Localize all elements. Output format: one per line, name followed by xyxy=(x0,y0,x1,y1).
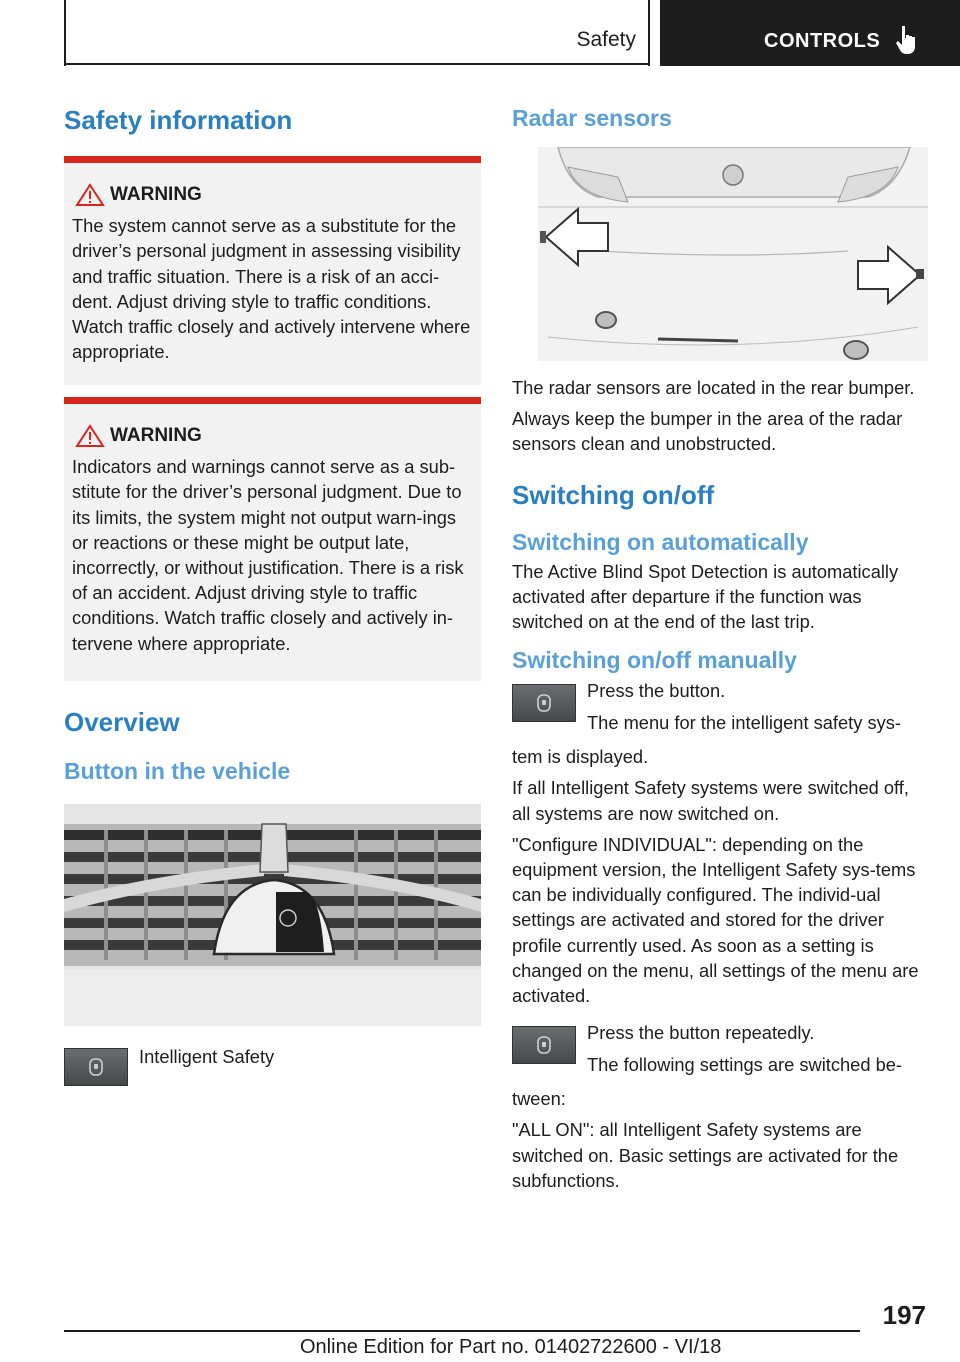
radar-sensors-photo xyxy=(538,147,928,361)
intelligent-safety-button-icon xyxy=(512,1026,576,1064)
settings-switched-text: The following settings are switched be‐ xyxy=(587,1054,903,1076)
rear-bumper-illustration xyxy=(538,147,928,361)
menu-displayed-text-cont: tem is displayed. xyxy=(512,746,649,768)
header-rule-divider xyxy=(648,0,650,66)
safety-information-heading: Safety information xyxy=(64,105,293,135)
button-in-vehicle-heading: Button in the vehicle xyxy=(64,758,291,785)
settings-switched-text-cont: tween: xyxy=(512,1088,566,1110)
header-chapter-tab xyxy=(660,0,960,66)
intelligent-safety-button-icon xyxy=(512,684,576,722)
all-on-text: "ALL ON": all Intelligent Safety systems are switched on. Basic settings are activated for the subfunctions. xyxy=(512,1119,899,1191)
radar-clean-text: Always keep the bumper in the area of the radar sensors clean and unobstructed. xyxy=(512,407,903,454)
press-button-row xyxy=(512,680,928,748)
all-switched-off-text: If all Intelligent Safety systems were switched off, all systems are now switched on. xyxy=(512,777,909,824)
warning-box-2 xyxy=(64,397,481,681)
left-column xyxy=(64,96,481,1088)
switching-on-off-manually-heading: Switching on/off manually xyxy=(512,646,797,673)
chapter-label: CONTROLS xyxy=(764,30,881,52)
overview-heading: Overview xyxy=(64,707,180,738)
radar-sensors-heading: Radar sensors xyxy=(512,105,672,131)
switching-on-automatically-heading: Switching on automatically xyxy=(512,529,809,556)
warning-box-1 xyxy=(64,156,481,385)
vehicle-button-photo xyxy=(64,804,481,1026)
header-rule-left xyxy=(64,0,66,66)
footer-edition xyxy=(300,1336,721,1359)
pointing-hand-icon xyxy=(896,24,918,59)
header-rule-bottom xyxy=(64,63,650,65)
button-caption: Intelligent Safety xyxy=(139,1045,275,1067)
warning-triangle-icon xyxy=(74,424,106,448)
warning-header xyxy=(72,422,474,450)
warning-text: Indicators and warnings cannot serve as a sub‐stitute for the driver’s personal judgment. Due to its limits, the system might not output warn‐ings or reactions or these might be output late, incorrectly, or without justification. There is a risk of an accident. Adjust driving style to traffic conditions. Watch traffic closely and actively in‐tervene where appropriate. xyxy=(72,456,464,654)
edition-text: Online Edition for Part no. 01402722600 - VI/18 xyxy=(300,1336,722,1358)
intelligent-safety-button-row xyxy=(64,1045,481,1088)
footer-rule xyxy=(64,1330,860,1332)
press-button-text: Press the button. xyxy=(587,680,726,702)
automatic-activation-text: The Active Blind Spot Detection is automatically activated after departure if the function was switched on at the end of the last trip. xyxy=(512,560,899,633)
header-section-title: Safety xyxy=(576,28,636,51)
press-button-repeatedly-row xyxy=(512,1022,928,1090)
warning-title: WARNING xyxy=(110,184,202,206)
menu-displayed-text: The menu for the intelligent safety sys‐ xyxy=(587,712,901,734)
page-number: 197 xyxy=(882,1300,926,1330)
radar-location-text: The radar sensors are located in the rear bumper. xyxy=(512,376,915,398)
press-repeatedly-text: Press the button repeatedly. xyxy=(587,1022,815,1044)
intelligent-safety-button-icon xyxy=(64,1048,128,1086)
switching-on-off-heading: Switching on/off xyxy=(512,480,715,511)
warning-title: WARNING xyxy=(110,425,202,447)
air-vent-illustration xyxy=(64,804,481,1026)
warning-triangle-icon xyxy=(74,183,106,207)
configure-individual-text: "Configure INDIVIDUAL": depending on the equipment version, the Intelligent Safety sys‐tems can be individually configured. The individ‐ual settings are activated and stored for the driver profile currently used. As soon as a setting is changed on the menu, all settings of the menu are activated. xyxy=(512,833,919,1007)
right-column xyxy=(512,96,928,1193)
warning-header xyxy=(72,181,474,209)
warning-text: The system cannot serve as a substitute for the driver’s personal judgment in assessing visibility and traffic situation. There is a risk of an acci‐dent. Adjust driving style to traffic conditions. Watch traffic closely and actively intervene where appropriate. xyxy=(72,215,471,363)
